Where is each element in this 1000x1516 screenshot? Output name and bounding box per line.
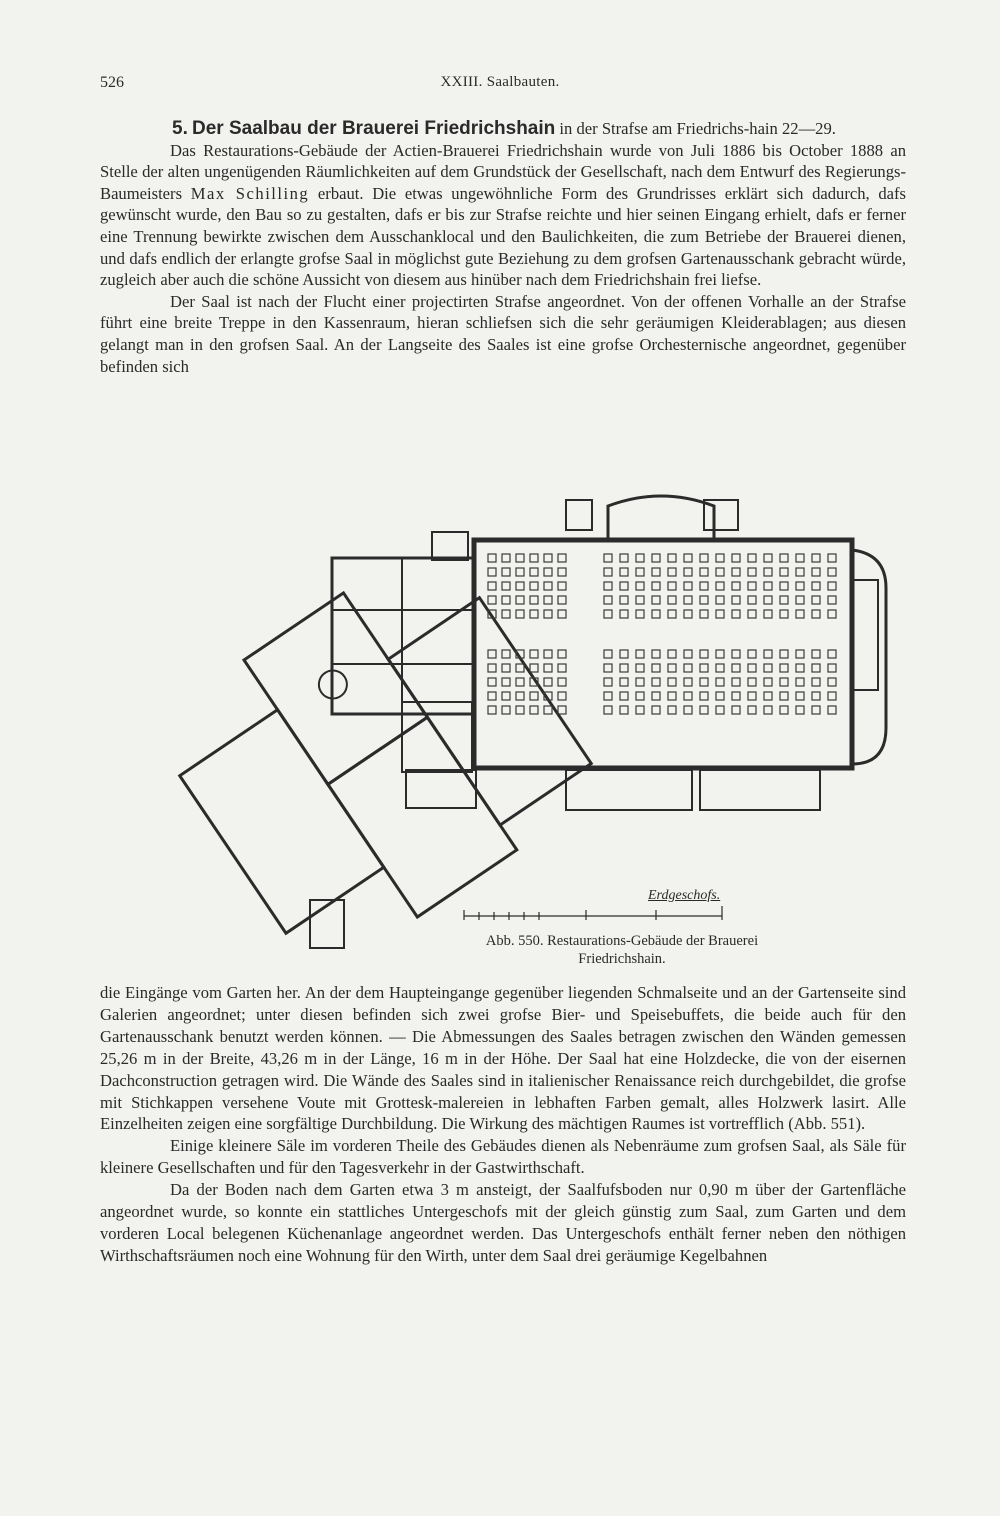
- table-mark: [636, 706, 644, 714]
- table-mark: [732, 664, 740, 672]
- table-mark: [700, 678, 708, 686]
- page-number: 526: [100, 74, 124, 91]
- table-mark: [620, 650, 628, 658]
- table-mark: [488, 650, 496, 658]
- table-mark: [544, 596, 552, 604]
- table-mark: [812, 678, 820, 686]
- table-mark: [716, 610, 724, 618]
- table-mark: [748, 706, 756, 714]
- table-mark: [668, 692, 676, 700]
- table-mark: [558, 582, 566, 590]
- table-mark: [732, 678, 740, 686]
- table-mark: [780, 568, 788, 576]
- table-mark: [636, 554, 644, 562]
- table-mark: [748, 678, 756, 686]
- table-mark: [604, 596, 612, 604]
- table-mark: [544, 650, 552, 658]
- table-mark: [604, 582, 612, 590]
- table-mark: [668, 596, 676, 604]
- table-mark: [604, 650, 612, 658]
- table-mark: [796, 692, 804, 700]
- table-mark: [652, 650, 660, 658]
- table-mark: [668, 554, 676, 562]
- table-mark: [748, 650, 756, 658]
- table-mark: [764, 568, 772, 576]
- table-mark: [604, 664, 612, 672]
- section-heading: [100, 118, 906, 140]
- paragraph-5: Da der Boden nach dem Garten etwa 3 m ansteigt, der Saalfufsboden nur 0,90 m über der Gartenfläche angeordnet wurde, so konnte ein stattliches Untergeschofs mit der gleich günstig zum Saal, zum Garten und dem vorderen Local belegenen Küchenanlage angeordnet werden. Das Untergeschofs enthält ferner neben den nöthigen Wirthschaftsräumen noch eine Wohnung für den Wirth, unter dem Saal drei geräumige Kegelbahnen: [100, 1180, 906, 1265]
- table-mark: [530, 582, 538, 590]
- table-mark: [812, 610, 820, 618]
- table-mark: [558, 596, 566, 604]
- table-mark: [502, 664, 510, 672]
- table-mark: [700, 596, 708, 604]
- table-mark: [764, 692, 772, 700]
- table-mark: [544, 554, 552, 562]
- table-mark: [652, 678, 660, 686]
- table-mark: [488, 664, 496, 672]
- table-mark: [652, 568, 660, 576]
- table-mark: [516, 582, 524, 590]
- table-mark: [796, 678, 804, 686]
- table-mark: [652, 554, 660, 562]
- table-mark: [530, 596, 538, 604]
- table-mark: [488, 554, 496, 562]
- table-mark: [636, 568, 644, 576]
- section-title: Der Saalbau der Brauerei Friedrichshain: [192, 118, 556, 139]
- table-mark: [828, 582, 836, 590]
- table-mark: [828, 650, 836, 658]
- table-mark: [700, 664, 708, 672]
- table-mark: [764, 610, 772, 618]
- table-mark: [684, 678, 692, 686]
- table-mark: [796, 664, 804, 672]
- table-mark: [516, 706, 524, 714]
- table-mark: [558, 650, 566, 658]
- table-mark: [668, 568, 676, 576]
- table-mark: [488, 568, 496, 576]
- section-number: 5.: [172, 118, 188, 139]
- table-mark: [716, 664, 724, 672]
- table-mark: [796, 568, 804, 576]
- table-mark: [764, 554, 772, 562]
- table-mark: [530, 568, 538, 576]
- table-mark: [780, 596, 788, 604]
- table-mark: [652, 582, 660, 590]
- table-mark: [544, 664, 552, 672]
- table-mark: [488, 692, 496, 700]
- table-mark: [558, 692, 566, 700]
- table-mark: [636, 582, 644, 590]
- table-mark: [668, 678, 676, 686]
- table-mark: [748, 582, 756, 590]
- table-mark: [716, 678, 724, 686]
- table-mark: [530, 650, 538, 658]
- architect-name: Max Schilling: [190, 183, 310, 203]
- table-mark: [488, 582, 496, 590]
- table-mark: [764, 706, 772, 714]
- table-mark: [700, 554, 708, 562]
- table-mark: [828, 610, 836, 618]
- table-mark: [828, 692, 836, 700]
- table-mark: [732, 650, 740, 658]
- table-mark: [812, 596, 820, 604]
- table-mark: [620, 692, 628, 700]
- table-mark: [700, 568, 708, 576]
- table-mark: [716, 706, 724, 714]
- table-mark: [636, 650, 644, 658]
- table-mark: [558, 664, 566, 672]
- table-mark: [488, 596, 496, 604]
- table-mark: [828, 664, 836, 672]
- table-mark: [544, 610, 552, 618]
- table-mark: [604, 706, 612, 714]
- table-mark: [530, 706, 538, 714]
- table-mark: [828, 554, 836, 562]
- table-mark: [558, 678, 566, 686]
- table-mark: [780, 582, 788, 590]
- table-mark: [812, 554, 820, 562]
- table-mark: [796, 554, 804, 562]
- table-mark: [516, 664, 524, 672]
- table-mark: [530, 554, 538, 562]
- table-mark: [796, 706, 804, 714]
- great-hall-outline: [474, 540, 852, 768]
- table-mark: [780, 692, 788, 700]
- table-mark: [828, 678, 836, 686]
- text-block-top: [100, 118, 906, 377]
- table-mark: [796, 610, 804, 618]
- table-mark: [636, 692, 644, 700]
- table-mark: [530, 610, 538, 618]
- table-mark: [812, 664, 820, 672]
- floor-plan-figure: [96, 492, 908, 972]
- table-mark: [516, 568, 524, 576]
- table-mark: [812, 650, 820, 658]
- table-mark: [748, 596, 756, 604]
- table-mark: [544, 568, 552, 576]
- table-mark: [684, 664, 692, 672]
- table-mark: [732, 692, 740, 700]
- table-mark: [732, 596, 740, 604]
- table-mark: [516, 692, 524, 700]
- table-mark: [652, 706, 660, 714]
- table-mark: [684, 568, 692, 576]
- table-mark: [828, 596, 836, 604]
- table-mark: [516, 554, 524, 562]
- table-mark: [652, 692, 660, 700]
- table-mark: [502, 650, 510, 658]
- buffet-right: [852, 580, 878, 690]
- table-mark: [764, 678, 772, 686]
- table-mark: [668, 610, 676, 618]
- table-mark: [558, 554, 566, 562]
- table-mark: [716, 568, 724, 576]
- table-mark: [516, 678, 524, 686]
- table-mark: [732, 610, 740, 618]
- table-mark: [502, 554, 510, 562]
- table-mark: [748, 664, 756, 672]
- table-mark: [716, 596, 724, 604]
- table-mark: [812, 706, 820, 714]
- table-mark: [636, 664, 644, 672]
- orchestra-niche: [608, 496, 714, 540]
- table-mark: [502, 568, 510, 576]
- table-mark: [764, 596, 772, 604]
- table-mark: [796, 582, 804, 590]
- table-mark: [604, 678, 612, 686]
- table-mark: [604, 554, 612, 562]
- table-mark: [502, 596, 510, 604]
- table-mark: [700, 692, 708, 700]
- text-block-bottom: [100, 982, 906, 1267]
- table-mark: [684, 650, 692, 658]
- table-mark: [502, 678, 510, 686]
- table-mark: [558, 706, 566, 714]
- garden-terrace-right: [700, 770, 820, 810]
- caption-line-2: Friedrichshain.: [578, 951, 666, 967]
- table-mark: [700, 610, 708, 618]
- table-mark: [488, 678, 496, 686]
- table-mark: [558, 568, 566, 576]
- table-mark: [516, 596, 524, 604]
- table-mark: [732, 568, 740, 576]
- table-mark: [684, 610, 692, 618]
- table-mark: [700, 706, 708, 714]
- table-mark: [732, 582, 740, 590]
- paragraph-1: [100, 140, 906, 291]
- stair-cloak: [432, 532, 468, 560]
- table-mark: [620, 678, 628, 686]
- scale-bar: [464, 906, 722, 920]
- floor-label: Erdgeschofs.: [648, 888, 721, 903]
- table-mark: [732, 706, 740, 714]
- table-mark: [668, 664, 676, 672]
- table-mark: [530, 664, 538, 672]
- table-mark: [764, 650, 772, 658]
- table-mark: [716, 650, 724, 658]
- table-mark: [780, 610, 788, 618]
- table-mark: [502, 706, 510, 714]
- paragraph-1-end: erbaut. Die etwas ungewöhnliche Form des Grundrisses erklärt sich dadurch, dafs gewünscht wurde, den Bau so zu gestalten, dafs er bis zur Strafse reichte und hier seinen Eingang erhielt, dafs er ferner eine Trennung bewirkte zwischen dem Ausschanklocal und den Baulichkeiten, die zum Betriebe der Brauerei dienen, und dafs endlich der erlangte grofse Saal in möglichst gute Beziehung zu dem grofsen Gartenausschank gebracht würde, zugleich aber auch die schöne Aussicht von diesem aus hinüber nach dem Friedrichshain frei liefse.: [100, 183, 906, 290]
- table-mark: [620, 664, 628, 672]
- table-mark: [764, 582, 772, 590]
- table-mark: [544, 706, 552, 714]
- table-mark: [780, 706, 788, 714]
- caption-line-1: Abb. 550. Restaurations-Gebäude der Brauerei: [485, 933, 759, 949]
- table-mark: [530, 692, 538, 700]
- section-title-rest: in der Strafse am Friedrichs-hain 22—29.: [559, 119, 836, 138]
- table-mark: [780, 554, 788, 562]
- table-mark: [620, 596, 628, 604]
- garden-terrace-middle: [566, 770, 692, 810]
- table-mark: [684, 706, 692, 714]
- paragraph-4: Einige kleinere Säle im vorderen Theile des Gebäudes dienen als Nebenräume zum grofsen Saal, als Säle für kleinere Gesellschaften und für den Tagesverkehr in der Gastwirthschaft.: [100, 1136, 906, 1178]
- table-mark: [558, 610, 566, 618]
- table-mark: [684, 596, 692, 604]
- page-header: [100, 74, 900, 98]
- figure-caption: [422, 932, 822, 968]
- table-mark: [748, 692, 756, 700]
- table-mark: [636, 596, 644, 604]
- side-gallery: [852, 550, 886, 764]
- table-mark: [684, 582, 692, 590]
- table-mark: [516, 610, 524, 618]
- table-mark: [668, 706, 676, 714]
- table-mark: [652, 664, 660, 672]
- table-mark: [652, 596, 660, 604]
- table-mark: [812, 692, 820, 700]
- table-mark: [828, 706, 836, 714]
- table-mark: [764, 664, 772, 672]
- table-mark: [732, 554, 740, 562]
- table-mark: [636, 610, 644, 618]
- floor-plan-drawing: [96, 492, 908, 972]
- table-mark: [716, 554, 724, 562]
- table-mark: [780, 664, 788, 672]
- table-mark: [502, 692, 510, 700]
- table-mark: [700, 650, 708, 658]
- table-mark: [796, 596, 804, 604]
- table-mark: [502, 610, 510, 618]
- table-mark: [544, 582, 552, 590]
- table-mark: [668, 582, 676, 590]
- table-mark: [716, 582, 724, 590]
- table-mark: [636, 678, 644, 686]
- table-mark: [620, 554, 628, 562]
- table-mark: [604, 692, 612, 700]
- table-mark: [668, 650, 676, 658]
- table-mark: [684, 554, 692, 562]
- table-mark: [652, 610, 660, 618]
- table-mark: [828, 568, 836, 576]
- running-head: XXIII. Saalbauten.: [440, 74, 560, 90]
- stair-tower-left: [566, 500, 592, 530]
- table-mark: [604, 568, 612, 576]
- table-mark: [488, 706, 496, 714]
- table-mark: [620, 706, 628, 714]
- table-mark: [780, 678, 788, 686]
- table-mark: [620, 610, 628, 618]
- table-mark: [544, 678, 552, 686]
- table-mark: [716, 692, 724, 700]
- table-mark: [748, 568, 756, 576]
- table-mark: [620, 568, 628, 576]
- paragraph-2: Der Saal ist nach der Flucht einer projectirten Strafse angeordnet. Von der offenen Vorhalle an der Strafse führt eine breite Treppe in den Kassenraum, hieran schliefsen sich die sehr geräumigen Kleiderablagen; aus diesen gelangt man in den grofsen Saal. An der Langseite des Saales ist eine grofse Orchesternische angeordnet, gegenüber befinden sich: [100, 291, 906, 376]
- paragraph-3: die Eingänge vom Garten her. An der dem Haupteingange gegenüber liegenden Schmalseite und an der Gartenseite sind Galerien angeordnet; unter diesen befinden sich zwei grofse Bier- und Speisebuffets, die beide auch für den Gartenausschank benutzt werden können. — Die Abmessungen des Saales betragen zwischen den Wänden gemessen 25,26 m in der Breite, 43,26 m in der Länge, 16 m in der Höhe. Der Saal hat eine Holzdecke, die von der eisernen Dachconstruction getragen wird. Die Wände des Saales sind in italienischer Renaissance reich durchgebildet, die grofse mit Stichkappen versehene Voute mit Grottesk-malereien in lebhaften Farben gemalt, alles Holzwerk lasirt. Alle Einzelheiten zeigen eine sorgfältige Durchbildung. Die Wirkung des mächtigen Raumes ist vortrefflich (Abb. 551).: [100, 983, 906, 1134]
- table-mark: [620, 582, 628, 590]
- table-mark: [684, 692, 692, 700]
- table-mark: [748, 610, 756, 618]
- table-mark: [748, 554, 756, 562]
- table-mark: [812, 568, 820, 576]
- paragraph-1-text: Das Restaurations-Gebäude der Actien-Brauerei Friedrichshain wurde von Juli 1886 bis October 1888 an Stelle der alten ungenügenden Räumlichkeiten auf dem Grundstück der Gesellschaft, nach dem Entwurf des Regierungs-Baumeisters: [100, 140, 906, 203]
- table-mark: [812, 582, 820, 590]
- table-mark: [604, 610, 612, 618]
- table-mark: [700, 582, 708, 590]
- table-mark: [780, 650, 788, 658]
- table-mark: [796, 650, 804, 658]
- table-mark: [502, 582, 510, 590]
